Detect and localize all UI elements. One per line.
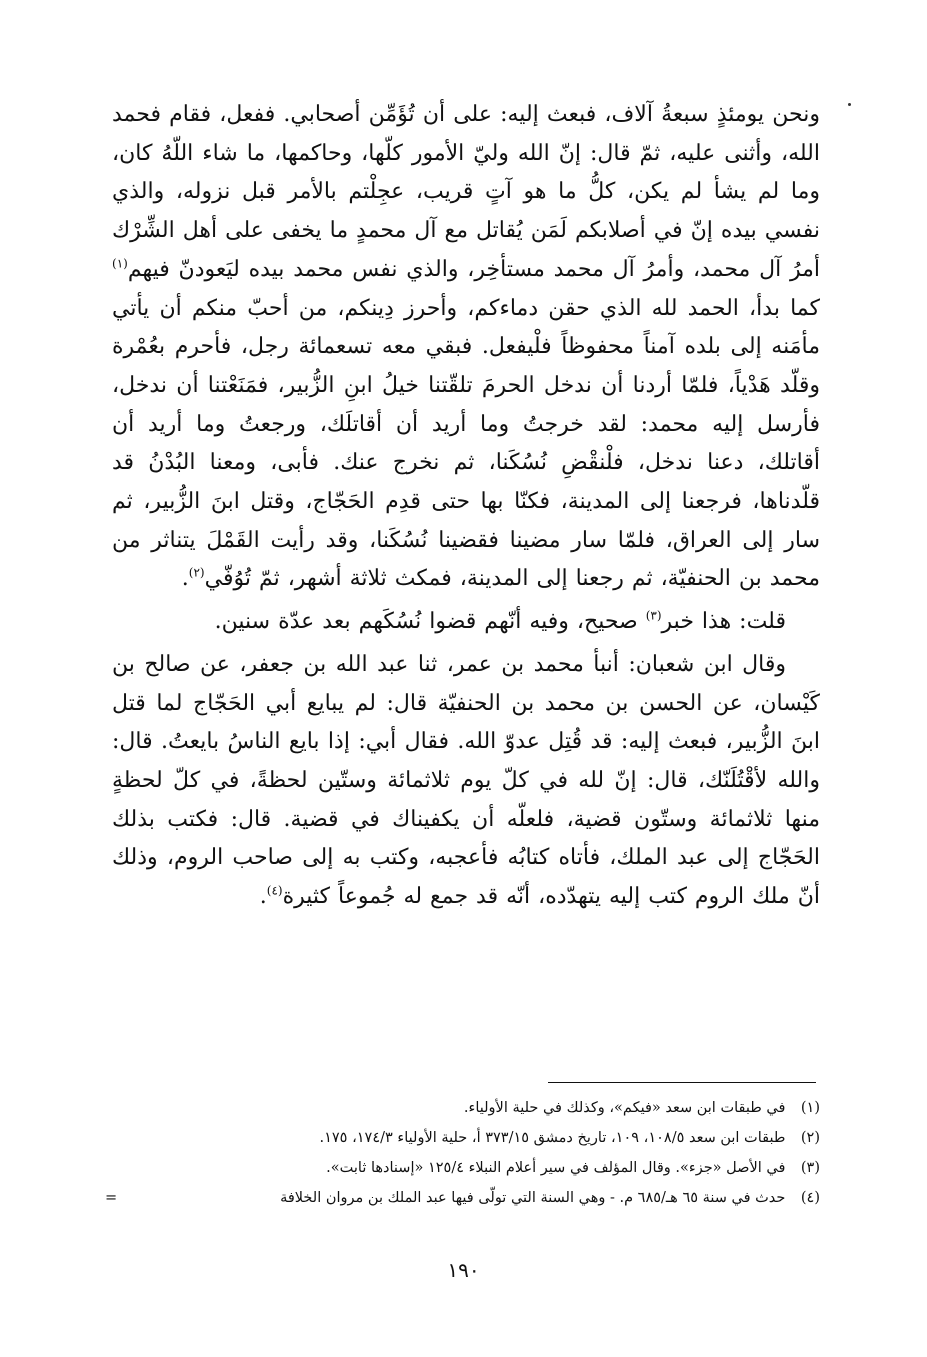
paragraph-2-text-b: صحيح، وفيه أنّهم قضوا نُسُكَهم بعد عدّة سنين. bbox=[214, 609, 646, 635]
footnote-text: في طبقات ابن سعد «فيكم»، وكذلك في حلية الأولياء. bbox=[463, 1100, 786, 1116]
paragraph-3-text: وقال ابن شعبان: أنبأ محمد بن عمر، ثنا عبد الله بن جعفر، عن صالح بن كَيْسان، عن الحسن بن محمد بن الحنفيّة قال: لم يبايع أبي الحَجّاج لما قتل ابنَ الزُّبير، فبعث إليه: قد قُتِل عدوّ الله. فقال أبي: إذا بايع الناسُ بايعتُ. قال: والله لأقْتُلَنّك، قال: إنّ لله في كلّ يوم ثلاثمائة وستّين لحظةً، في كلّ لحظةٍ منها ثلاثمائة وستّون قضية، فلعلّه أن يكفيناك في قضية. قال: فكتب بذلك الحَجّاج إلى عبد الملك، فأتاه كتابُه فأعجبه، وكتب به إلى صاحب الروم، وذلك أنّ ملك الروم كتب إليه يتهدّده، أنّه قد جمع له جُموعاً كثيرة bbox=[112, 651, 820, 910]
footnote-ref-2[interactable]: (٢) bbox=[188, 566, 205, 581]
footnotes bbox=[105, 1093, 820, 1213]
paragraph-1-middle: كما بدأ، الحمد لله الذي حقن دماءكم، وأحرز دِينكم، من أحبّ منكم أن يأتي مأمَنه إلى بلده آمناً محفوظاً فلْيفعل. فبقي معه تسعمائة رجل، فأحرم بعُمْرة وقلّد هَدْياً، فلمّا أردنا أن ندخل الحرمَ تلقّتنا خيلُ ابنِ الزُّبير، فمَنَعْتنا أن ندخل، فأرسل إليه محمد: لقد خرجتُ وما أريد أن أقاتلَك، ورجعتُ وما أريد أن أقاتلك، دعنا ندخل، فلْنقْضِ نُسُكَنا، ثم نخرج عنك. فأبى، ومعنا البُدْنُ قد قلّدناها، فرجعنا إلى المدينة، فكنّا بها حتى قدِم الحَجّاج، وقتل ابنَ الزُّبير، ثم سار إلى العراق، فلمّا سار مضينا فقضينا نُسُكَنا، وقد رأيت القَمْلَ يتناثر من محمد بن الحنفيّة، ثم رجعنا إلى المدينة، فمكث ثلاثة أشهر، ثمّ تُوُفّي bbox=[112, 295, 820, 592]
footnote-ref-3[interactable]: (٣) bbox=[645, 608, 662, 623]
paragraph-1-end: . bbox=[181, 566, 189, 592]
paragraph-1 bbox=[112, 96, 820, 599]
footnote-ref-4[interactable]: (٤) bbox=[266, 883, 283, 898]
footnote-1 bbox=[105, 1093, 820, 1123]
paragraph-3-end: . bbox=[259, 884, 267, 910]
scan-speck bbox=[848, 103, 851, 106]
footnote-3 bbox=[105, 1153, 820, 1183]
footnote-number: (٢) bbox=[800, 1130, 820, 1146]
page-number: ١٩٠ bbox=[447, 1258, 480, 1282]
footnote-number: (١) bbox=[800, 1100, 820, 1116]
footnote-4 bbox=[105, 1183, 820, 1213]
footnote-text: طبقات ابن سعد ١٠٨/٥، ١٠٩، تاريخ دمشق ٣٧٣/١٥ أ، حلية الأولياء ١٧٤/٣، ١٧٥. bbox=[319, 1130, 786, 1146]
footnote-number: (٤) bbox=[800, 1190, 820, 1206]
paragraph-2 bbox=[112, 603, 820, 642]
footnote-ref-1[interactable]: (١) bbox=[112, 256, 128, 271]
footnote-divider bbox=[548, 1082, 816, 1083]
main-text bbox=[112, 96, 820, 917]
footnote-text: حدث في سنة ٦٥ هـ/٦٨٥ م. - وهي السنة التي تولّى فيها عبد الملك بن مروان الخلافة bbox=[280, 1190, 786, 1206]
footnote-text: في الأصل «جزء». وقال المؤلف في سير أعلام النبلاء ١٢٥/٤ «إسنادها ثابت». bbox=[326, 1160, 786, 1176]
paragraph-3 bbox=[112, 646, 820, 917]
footnote-number: (٣) bbox=[800, 1160, 820, 1176]
paragraph-2-text: قلت: هذا خبر bbox=[661, 609, 786, 635]
paragraph-1-text: ونحن يومئذٍ سبعةُ آلاف، فبعث إليه: على أن تُؤَمِّن أصحابي. ففعل، فقام فحمد الله، وأثنى عليه، ثمّ قال: إنّ الله وليّ الأمور كلّها، وحاكمها، ما شاء اللّهُ كان، وما لم يشأ لم يكن، كلُّ ما هو آتٍ قريب، عجِلْتم بالأمر قبل نزوله، والذي نفسي بيده إنّ في أصلابكم لَمَن يُقاتل مع آل محمدٍ ما يخفى على أهل الشِّرْك أمرُ آل محمد، وأمرُ آل محمد مستأخِر، والذي نفس محمد بيده ليَعودنّ فيهم bbox=[112, 102, 820, 282]
continuation-mark: = bbox=[105, 1190, 118, 1206]
footnote-2 bbox=[105, 1123, 820, 1153]
